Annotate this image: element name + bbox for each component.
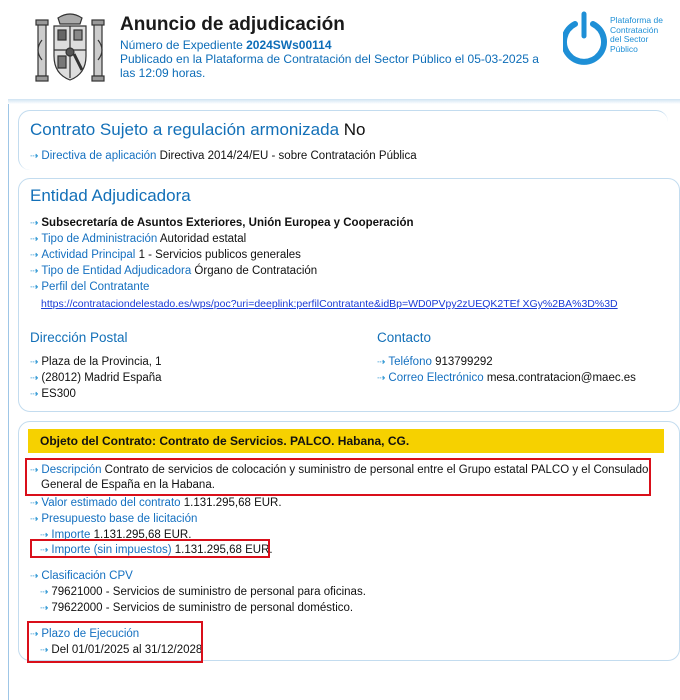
- actividad-principal-row: ⇢ Actividad Principal 1 - Servicios publicos generales: [30, 249, 301, 261]
- arrow-icon: ⇢: [40, 545, 49, 556]
- importe-sin-impuestos-row: ⇢ Importe (sin impuestos) 1.131.295,68 EUR.: [40, 544, 273, 556]
- arrow-icon: ⇢: [30, 151, 39, 162]
- plazo-row: ⇢ Plazo de Ejecución: [30, 628, 140, 640]
- importe-row: ⇢ Importe 1.131.295,68 EUR.: [40, 529, 192, 541]
- content-top-bar: [8, 99, 680, 104]
- published-line-2: las 12:09 horas.: [120, 66, 206, 80]
- arrow-icon: ⇢: [30, 357, 39, 368]
- direccion-line-3: ⇢ ES300: [30, 388, 76, 400]
- plazo-value-row: ⇢ Del 01/01/2025 al 31/12/2028: [40, 644, 203, 656]
- directiva-row: ⇢ Directiva de aplicación Directiva 2014/24/EU - sobre Contratación Pública: [30, 150, 417, 162]
- cpv-item: ⇢ 79621000 - Servicios de suministro de personal para oficinas.: [40, 586, 366, 598]
- arrow-icon: ⇢: [30, 250, 39, 261]
- platform-logo-text: Plataforma de Contratación del Sector Público: [610, 15, 663, 54]
- arrow-icon: ⇢: [30, 218, 39, 229]
- descripcion-row: ⇢ Descripción Contrato de servicios de colocación y suministro de personal entre el Grupo estatal PALCO y el Consulado: [30, 464, 649, 476]
- expediente-value: 2024SWs00114: [246, 38, 332, 52]
- arrow-icon: ⇢: [30, 266, 39, 277]
- telefono-row: ⇢ Teléfono 913799292: [377, 356, 493, 368]
- cpv-item: ⇢ 79622000 - Servicios de suministro de personal doméstico.: [40, 602, 354, 614]
- contrato-armonizado-title: Contrato Sujeto a regulación armonizada No: [30, 120, 366, 139]
- published-line: [120, 52, 560, 80]
- highlight-plazo-ejecucion: [27, 621, 203, 663]
- arrow-icon: ⇢: [40, 587, 49, 598]
- arrow-icon: ⇢: [30, 234, 39, 245]
- page-header: [0, 0, 680, 95]
- contacto-title: Contacto: [377, 330, 432, 345]
- valor-estimado-row: ⇢ Valor estimado del contrato 1.131.295,68 EUR.: [30, 497, 282, 509]
- arrow-icon: ⇢: [30, 571, 39, 582]
- arrow-icon: ⇢: [377, 373, 386, 384]
- objeto-title: Objeto del Contrato: Contrato de Servicios. PALCO. Habana, CG.: [40, 434, 410, 448]
- page-title: Anuncio de adjudicación: [120, 14, 345, 35]
- objeto-title-bar: [28, 429, 664, 453]
- arrow-icon: ⇢: [30, 389, 39, 400]
- tipo-administracion-row: ⇢ Tipo de Administración Autoridad estatal: [30, 233, 247, 245]
- correo-row: ⇢ Correo Electrónico mesa.contratacion@maec.es: [377, 372, 636, 384]
- direccion-line-2: ⇢ (28012) Madrid España: [30, 372, 162, 384]
- arrow-icon: ⇢: [30, 514, 39, 525]
- contrato-armonizado-value: No: [343, 120, 366, 139]
- arrow-icon: ⇢: [30, 629, 39, 640]
- descripcion-continuation: General de España en la Habana.: [41, 479, 215, 491]
- arrow-icon: ⇢: [30, 465, 39, 476]
- highlight-importe-sin-impuestos: [30, 539, 270, 558]
- entidad-name-row: ⇢ Subsecretaría de Asuntos Exteriores, Unión Europea y Cooperación: [30, 217, 414, 229]
- tipo-entidad-row: ⇢ Tipo de Entidad Adjudicadora Órgano de Contratación: [30, 265, 318, 277]
- cpv-row: ⇢ Clasificación CPV: [30, 570, 133, 582]
- arrow-icon: ⇢: [30, 373, 39, 384]
- perfil-contratante-row: ⇢ Perfil del Contratante: [30, 281, 150, 293]
- perfil-contratante-link[interactable]: https://contrataciondelestado.es/wps/poc?uri=deeplink:perfilContratante&idBp=WD0PVpy2zUEQK2TEf XGy%2BA%3D%3D: [41, 298, 618, 310]
- arrow-icon: ⇢: [30, 282, 39, 293]
- highlight-descripcion: [25, 458, 651, 496]
- published-line-1: Publicado en la Plataforma de Contratación del Sector Público el 05-03-2025 a: [120, 52, 539, 66]
- arrow-icon: ⇢: [40, 530, 49, 541]
- arrow-icon: ⇢: [377, 357, 386, 368]
- entidad-title: Entidad Adjudicadora: [30, 186, 191, 205]
- arrow-icon: ⇢: [30, 498, 39, 509]
- spain-coat-of-arms-icon: [34, 10, 106, 88]
- arrow-icon: ⇢: [40, 603, 49, 614]
- direccion-title: Dirección Postal: [30, 330, 128, 345]
- direccion-line-1: ⇢ Plaza de la Provincia, 1: [30, 356, 162, 368]
- presupuesto-row: ⇢ Presupuesto base de licitación: [30, 513, 198, 525]
- expediente-label: Número de Expediente: [120, 38, 243, 52]
- arrow-icon: ⇢: [40, 645, 49, 656]
- expediente-line: [120, 38, 332, 52]
